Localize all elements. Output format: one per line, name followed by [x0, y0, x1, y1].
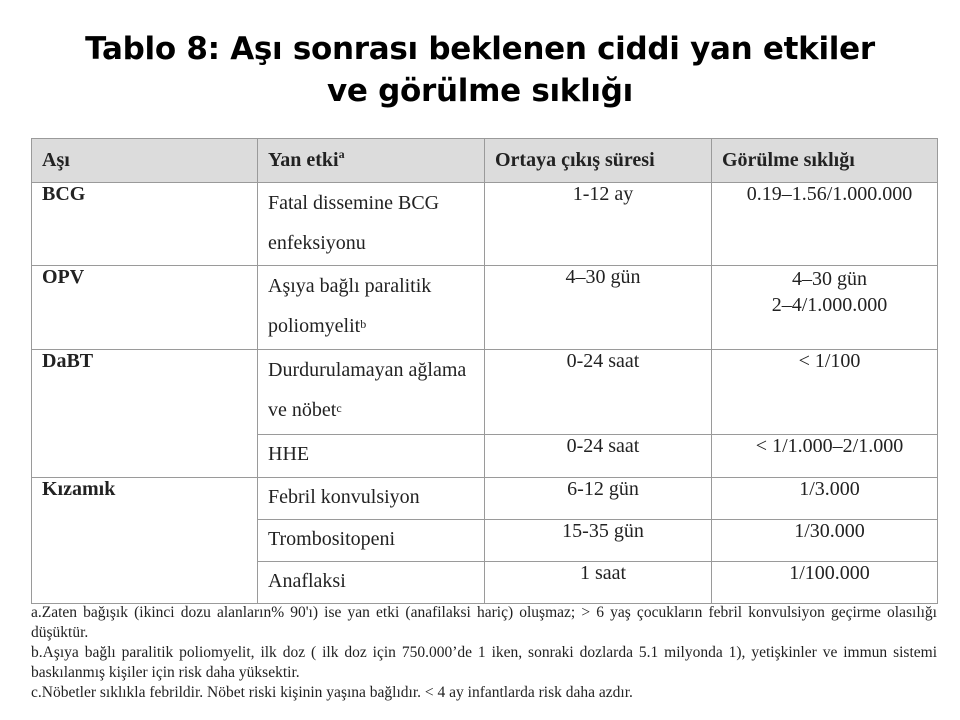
footnote-mark: c [336, 401, 342, 415]
side-effect-cell: Durdurulamayan ağlama ve nöbet$^c$ [258, 350, 485, 435]
table-row [32, 350, 938, 435]
side-effect-cell: Fatal dissemine BCG enfeksiyonu [258, 183, 485, 266]
slide-title [0, 28, 960, 112]
onset-cell: 6-12 gün [485, 478, 712, 520]
onset-cell: 1 saat [485, 562, 712, 604]
vaccine-cell: OPV [32, 266, 258, 350]
header-side-effect: Yan etki$^a$ [258, 139, 485, 183]
footnote-a: a.Zaten bağışık (ikinci dozu alanların% 90'ı) ise yan etki (anafilaksi hariç) oluşmaz; > 6 yaş çocukların febril konvulsiyon geçirme olasılığı düşüktür. [31, 604, 937, 641]
side-effects-table [31, 138, 938, 604]
frequency-cell: 1/30.000 [712, 520, 938, 562]
vaccine-cell: Kızamık [32, 478, 258, 604]
frequency-cell: < 1/100 [712, 350, 938, 435]
side-effect-cell: HHE [258, 435, 485, 478]
onset-cell: 0-24 saat [485, 350, 712, 435]
header-frequency: Görülme sıklığı [712, 139, 938, 183]
onset-cell: 15-35 gün [485, 520, 712, 562]
table-row [32, 266, 938, 350]
footnote-mark: b [360, 317, 367, 331]
onset-cell: 0-24 saat [485, 435, 712, 478]
table-row [32, 478, 938, 520]
table-row [32, 183, 938, 266]
table-header-row [32, 139, 938, 183]
side-effect-cell: Aşıya bağlı paralitik poliomyelit$^b$ [258, 266, 485, 350]
side-effect-cell: Febril konvulsiyon [258, 478, 485, 520]
frequency-cell: 1/100.000 [712, 562, 938, 604]
footnote-b: b.Aşıya bağlı paralitik poliomyelit, ilk doz ( ilk doz için 750.000’de 1 iken, sonraki dozlarda 5.1 milyonda 1), yetişkinler ve immun sistemi baskılanmış kişiler için risk daha yüksektir. [31, 644, 937, 681]
frequency-cell: 4–30 gün 2–4/1.000.000 [712, 266, 938, 350]
footnote-c: c.Nöbetler sıklıkla febrildir. Nöbet riski kişinin yaşına bağlıdır. < 4 ay infantlarda risk daha azdır. [31, 684, 633, 701]
title-line-1: Tablo 8: Aşı sonrası beklenen ciddi yan etkiler [85, 31, 875, 67]
vaccine-cell: BCG [32, 183, 258, 266]
onset-cell: 4–30 gün [485, 266, 712, 350]
footnotes [31, 603, 937, 703]
side-effect-cell: Anaflaksi [258, 562, 485, 604]
header-vaccine: Aşı [32, 139, 258, 183]
title-line-2: ve görülme sıklığı [327, 73, 633, 109]
side-effect-cell: Trombositopeni [258, 520, 485, 562]
frequency-cell: 0.19–1.56/1.000.000 [712, 183, 938, 266]
frequency-cell: 1/3.000 [712, 478, 938, 520]
onset-cell: 1-12 ay [485, 183, 712, 266]
header-footnote-mark: a [338, 147, 345, 161]
header-onset: Ortaya çıkış süresi [485, 139, 712, 183]
vaccine-cell: DaBT [32, 350, 258, 478]
frequency-cell: < 1/1.000–2/1.000 [712, 435, 938, 478]
